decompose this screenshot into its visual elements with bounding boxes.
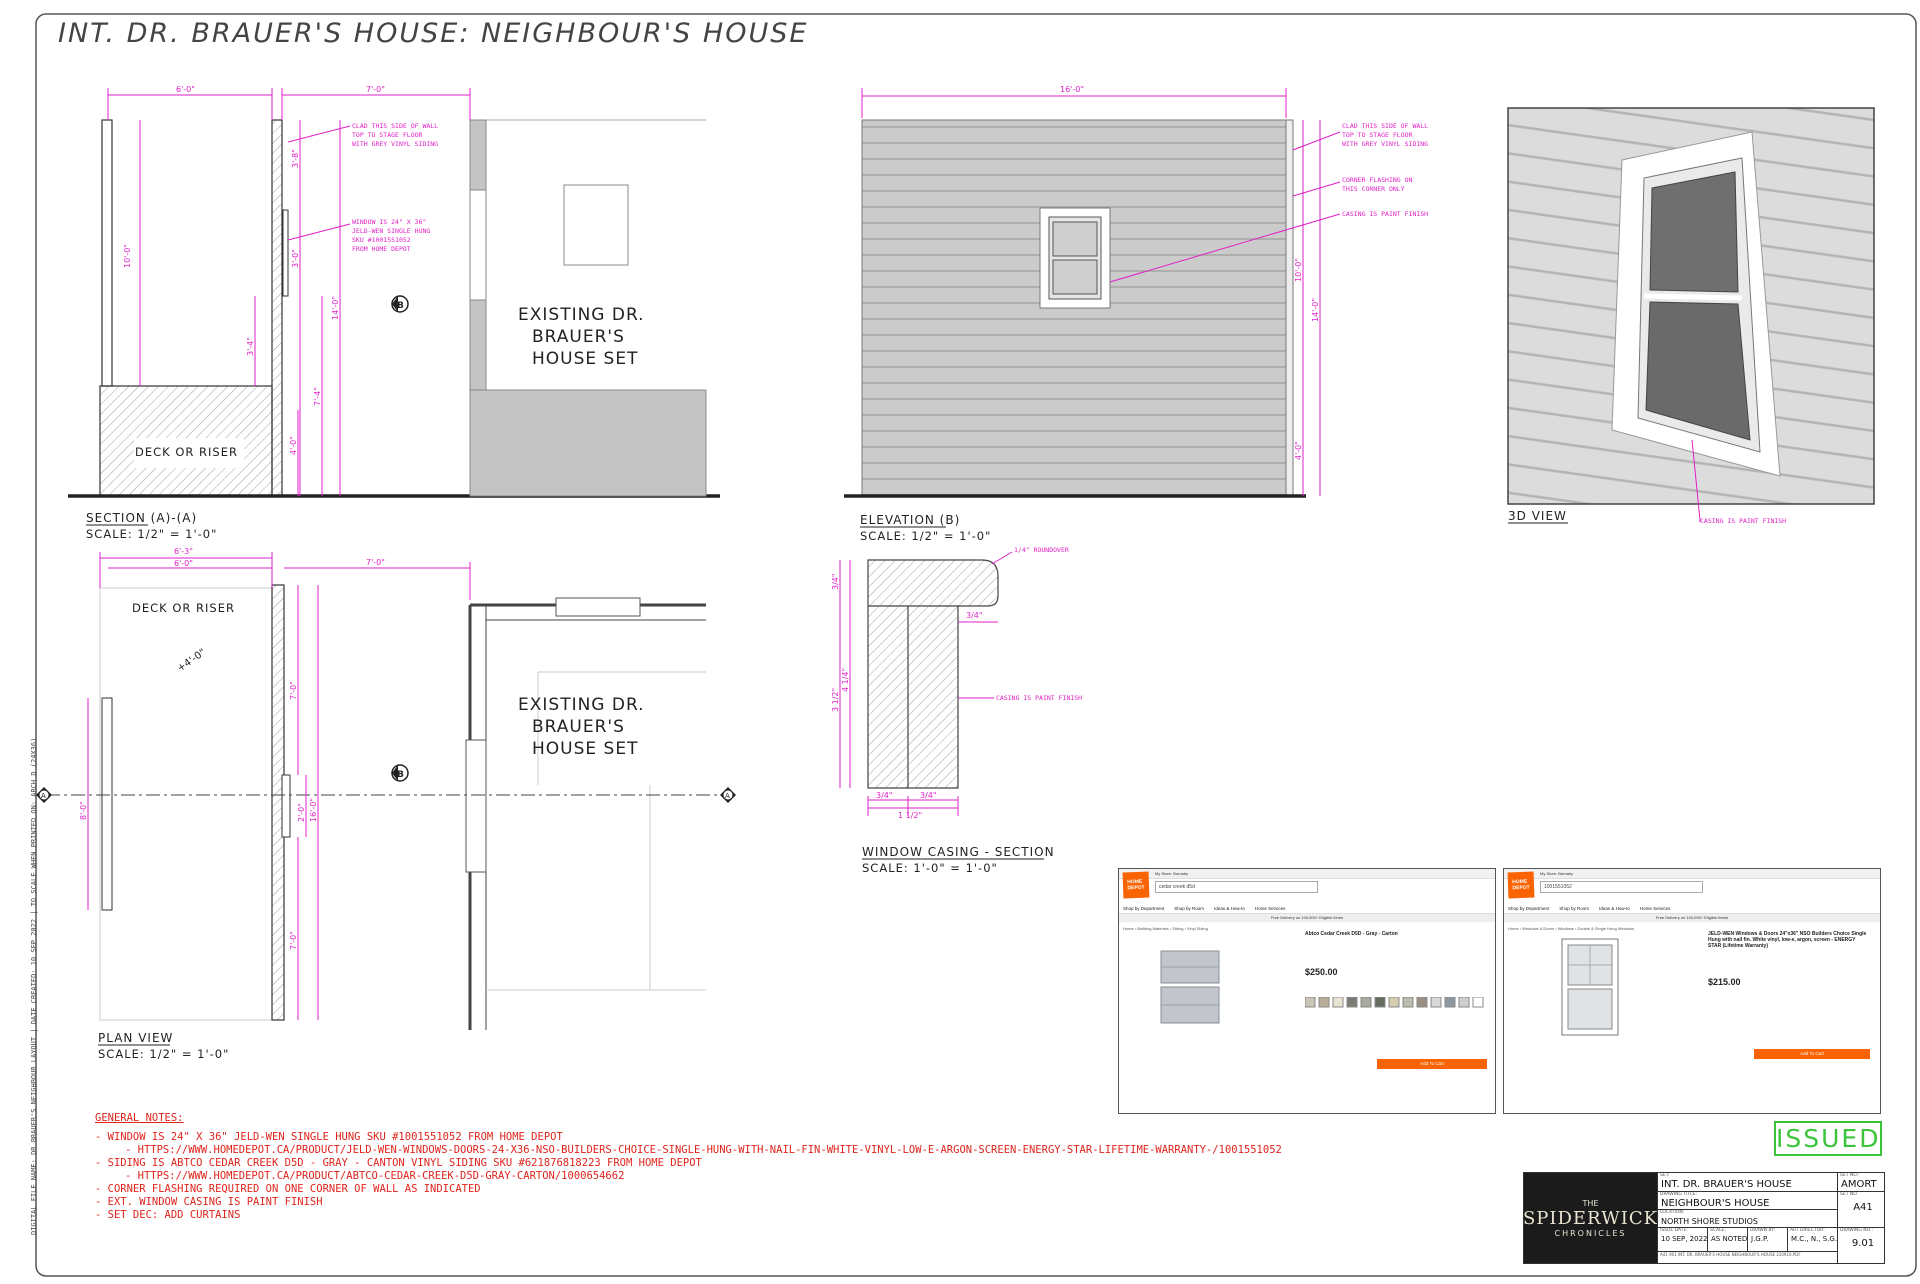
dim-7ft: 7'-0" [366, 85, 385, 94]
casing-section [831, 546, 1082, 875]
svg-text:WINDOW IS 24" X 36": WINDOW IS 24" X 36" [352, 218, 427, 226]
svg-text:A: A [41, 792, 46, 800]
svg-text:14'-0": 14'-0" [1311, 297, 1320, 322]
svg-text:FROM HOME DEPOT: FROM HOME DEPOT [352, 245, 411, 253]
svg-text:TOP TO STAGE FLOOR: TOP TO STAGE FLOOR [1342, 131, 1413, 139]
screenshot-search: cedar creek d5d [1155, 881, 1318, 893]
screenshot-promo: Free Delivery on 100,000+ Eligible Items [1119, 914, 1495, 922]
svg-text:10'-0": 10'-0" [1294, 257, 1303, 282]
siding-product-image [1155, 943, 1225, 1033]
svg-text:3/4": 3/4" [831, 573, 840, 590]
siding-product-screenshot [1118, 868, 1496, 1114]
elevation-b [844, 85, 1428, 543]
svg-text:7'-0": 7'-0" [366, 558, 385, 567]
svg-text:HOUSE SET: HOUSE SET [532, 739, 639, 759]
set-number: AMORT [1841, 1179, 1877, 1190]
svg-text:3/4": 3/4" [876, 791, 893, 800]
svg-text:2'-0": 2'-0" [297, 803, 306, 822]
elevation-title: ELEVATION (B) [860, 513, 961, 527]
location: NORTH SHORE STUDIOS [1661, 1217, 1758, 1226]
note-line: - HTTPS://WWW.HOMEDEPOT.CA/PRODUCT/ABTCO-CEDAR-CREEK-D5D-GRAY-CARTON/1000654662 [125, 1170, 625, 1182]
svg-text:SKU #1001551052: SKU #1001551052 [352, 236, 411, 244]
side-file-info: DIGITAL FILE NAME: DR BRAUER'S NEIGHBOUR LAYOUT | DATE CREATED: 10 SEP 2022 | TO SCALE WHEN PRINTED ON: ARCH D (24X36) [30, 737, 38, 1235]
svg-text:CLAD THIS SIDE OF WALL: CLAD THIS SIDE OF WALL [1342, 122, 1429, 130]
existing-platform [470, 390, 706, 496]
corner-flashing [1286, 120, 1293, 496]
svg-text:TOP TO STAGE FLOOR: TOP TO STAGE FLOOR [352, 131, 423, 139]
note-line: - WINDOW IS 24" X 36" JELD-WEN SINGLE HUNG SKU #1001551052 FROM HOME DEPOT [95, 1131, 563, 1143]
casing-title: WINDOW CASING - SECTION [862, 845, 1055, 859]
svg-text:3'-8": 3'-8" [291, 149, 300, 168]
svg-text:BRAUER'S: BRAUER'S [532, 717, 625, 737]
home-depot-logo: HOME DEPOT [1508, 872, 1535, 899]
section-wall [272, 120, 282, 496]
svg-text:7'-4": 7'-4" [313, 387, 322, 406]
svg-text:A: A [725, 792, 730, 800]
svg-text:JELD-WEN SINGLE HUNG: JELD-WEN SINGLE HUNG [352, 227, 431, 235]
drawing-title: NEIGHBOUR'S HOUSE [1661, 1198, 1770, 1209]
svg-text:1/4" ROUNDOVER: 1/4" ROUNDOVER [1014, 546, 1069, 554]
drawing-number: 9.01 [1851, 1238, 1875, 1249]
svg-text:CASING IS PAINT FINISH: CASING IS PAINT FINISH [1342, 210, 1429, 218]
window-product-image [1560, 937, 1620, 1037]
screenshot-breadcrumb: Home › Building Materials › Siding › Vinyl Siding [1123, 926, 1208, 931]
plan-view [36, 547, 736, 1061]
note-line: - SET DEC: ADD CURTAINS [95, 1209, 241, 1221]
screenshot-nav: Shop by Department Shop by Room Ideas & How-to Home Services [1504, 903, 1880, 914]
svg-text:4'-0": 4'-0" [1294, 441, 1303, 460]
svg-text:10'-0": 10'-0" [123, 243, 132, 268]
svg-text:3 1/2": 3 1/2" [831, 687, 840, 712]
3d-title: 3D VIEW [1508, 509, 1567, 523]
svg-text:16'-0": 16'-0" [309, 797, 318, 822]
svg-text:WITH GREY VINYL SIDING: WITH GREY VINYL SIDING [352, 140, 439, 148]
plan-scale: SCALE: 1/2" = 1'-0" [98, 1047, 230, 1061]
marker-b-section [392, 296, 408, 312]
section-scale: SCALE: 1/2" = 1'-0" [86, 527, 218, 541]
screenshot-search: 1001551052 [1540, 881, 1703, 893]
svg-text:3/4": 3/4" [920, 791, 937, 800]
svg-text:7'-0": 7'-0" [289, 681, 298, 700]
plan-title: PLAN VIEW [98, 1031, 174, 1045]
section-deck-label: DECK OR RISER [135, 445, 238, 459]
svg-text:14'-0": 14'-0" [331, 295, 340, 320]
svg-text:CASING IS PAINT FINISH: CASING IS PAINT FINISH [1700, 517, 1787, 525]
svg-text:16'-0": 16'-0" [1060, 85, 1085, 94]
home-depot-logo: HOME DEPOT [1123, 872, 1150, 899]
plan-side-wall [102, 698, 112, 910]
svg-text:CORNER FLASHING ON: CORNER FLASHING ON [1342, 176, 1413, 184]
svg-text:7'-0": 7'-0" [289, 931, 298, 950]
svg-text:EXISTING DR.: EXISTING DR. [518, 695, 645, 715]
svg-text:3/4": 3/4" [966, 611, 983, 620]
window-product-screenshot [1503, 868, 1881, 1114]
existing-window [564, 185, 628, 265]
svg-text:6'-3": 6'-3" [174, 547, 193, 556]
existing-plan-walls [470, 605, 706, 1030]
plan-level: +4'-0" [175, 647, 208, 675]
siding-product-title: Abtco Cedar Creek D5D - Gray - Carton [1305, 931, 1398, 937]
existing-label-2: BRAUER'S [532, 327, 625, 347]
screenshot-nav: Shop by Department Shop by Room Ideas & How-to Home Services [1119, 903, 1495, 914]
window-product-title: JELD-WEN Windows & Doors 24"x36" NSO Builders Choice Single Hung with nail fin. White vinyl, low-e, argon, screen - ENERGY STAR (Lifetime Warranty) [1708, 931, 1867, 949]
pdf-file-name: A41 901 INT. DR. BRAUER'S HOUSE NEIGHBOUR'S HOUSE 220910.PDF [1660, 1252, 1801, 1257]
svg-text:CLAD THIS SIDE OF WALL: CLAD THIS SIDE OF WALL [352, 122, 439, 130]
note-line: - CORNER FLASHING REQUIRED ON ONE CORNER OF WALL AS INDICATED [95, 1183, 481, 1195]
note-line: - HTTPS://WWW.HOMEDEPOT.CA/PRODUCT/JELD-WEN-WINDOWS-DOORS-24-X36-NSO-BUILDERS-CHOICE-SINGLE-HUNG-WITH-NAIL-FIN-WHITE-VINYL-LOW-E-ARGON-SCREEN-ENERGY-STAR-LIFETIME-WARRANTY-/1001551052 [125, 1144, 1282, 1156]
svg-text:8'-0": 8'-0" [79, 801, 88, 820]
general-notes-heading: GENERAL NOTES: [95, 1112, 184, 1124]
svg-text:6'-0": 6'-0" [174, 559, 193, 568]
marker-a-left [36, 787, 52, 803]
svg-text:1 1/2": 1 1/2" [898, 811, 923, 820]
drawn-by: J.G.P. [1751, 1235, 1769, 1243]
issued-stamp: ISSUED [1774, 1121, 1882, 1156]
title-block: THE SPIDERWICK CHRONICLES SET: INT. DR. BRAUER'S HOUSE SET NO.: AMORT DRAWING TITLE: NEIGHBOUR'S HOUSE SET NO. A41 LOCATION: NORTH SHORE STUDIOS ISSUE DATE: 10 SEP, 2022 SCALE: AS NOTED DRAWN BY: J.G.P. ART DIRECTOR: M.C., N., S.G. DRAWING NO.: 9.01 A41 901 INT. DR. BRAUER'S HOUSE NEIGHBOUR'S HOUSE 220910.PDF [1523, 1172, 1885, 1264]
svg-text:CASING IS PAINT FINISH: CASING IS PAINT FINISH [996, 694, 1083, 702]
svg-text:B: B [397, 770, 404, 780]
issue-date: 10 SEP, 2022 [1661, 1235, 1708, 1243]
svg-text:WITH GREY VINYL SIDING: WITH GREY VINYL SIDING [1342, 140, 1429, 148]
marker-b-plan [392, 765, 408, 781]
scale: AS NOTED [1711, 1235, 1748, 1243]
svg-text:4'-0": 4'-0" [289, 436, 298, 455]
casing-profile [868, 560, 998, 788]
general-notes [95, 1112, 1282, 1222]
dim-6ft: 6'-0" [176, 85, 195, 94]
deck-wall-left [102, 120, 112, 386]
section-title: SECTION (A)-(A) [86, 511, 198, 525]
existing-label-3: HOUSE SET [532, 349, 639, 369]
svg-text:3'-4": 3'-4" [246, 337, 255, 356]
art-director: M.C., N., S.G. [1791, 1235, 1838, 1243]
svg-text:3'-0": 3'-0" [291, 249, 300, 268]
elevation-scale: SCALE: 1/2" = 1'-0" [860, 529, 992, 543]
svg-text:4 1/4": 4 1/4" [841, 667, 850, 692]
siding-add-to-cart-button: Add To Cart [1377, 1059, 1487, 1069]
plan-deck-label: DECK OR RISER [132, 601, 235, 615]
window-add-to-cart-button: Add To Cart [1754, 1049, 1870, 1059]
view-3d [1508, 108, 1874, 525]
spiderwick-logo: THE SPIDERWICK CHRONICLES [1524, 1173, 1657, 1263]
screenshot-breadcrumb: Home › Windows & Doors › Windows › Double & Single Hung Windows [1508, 926, 1635, 931]
sheet-number: A41 [1853, 1202, 1873, 1213]
note-line: - EXT. WINDOW CASING IS PAINT FINISH [95, 1196, 323, 1208]
casing-scale: SCALE: 1'-0" = 1'-0" [862, 861, 998, 875]
existing-label-1: EXISTING DR. [518, 305, 645, 325]
set-name: INT. DR. BRAUER'S HOUSE [1661, 1179, 1792, 1190]
window-price: $215.00 [1708, 977, 1741, 987]
sheet-title: INT. DR. BRAUER'S HOUSE: NEIGHBOUR'S HOUSE [58, 18, 809, 49]
screenshot-promo: Free Delivery on 100,000+ Eligible Items [1504, 914, 1880, 922]
svg-text:THIS CORNER ONLY: THIS CORNER ONLY [1342, 185, 1405, 193]
note-line: - SIDING IS ABTCO CEDAR CREEK D5D - GRAY - CANTON VINYL SIDING SKU #621876818223 FROM HOME DEPOT [95, 1157, 702, 1169]
section-window [283, 210, 288, 296]
marker-a-right [720, 787, 736, 803]
screenshot-topbar: My Store: Burnaby [1504, 869, 1880, 879]
siding-price: $250.00 [1305, 967, 1338, 977]
section-aa [68, 85, 720, 541]
siding-colour-swatches [1305, 997, 1485, 1009]
screenshot-topbar: My Store: Burnaby [1119, 869, 1495, 879]
svg-text:B: B [397, 301, 404, 311]
